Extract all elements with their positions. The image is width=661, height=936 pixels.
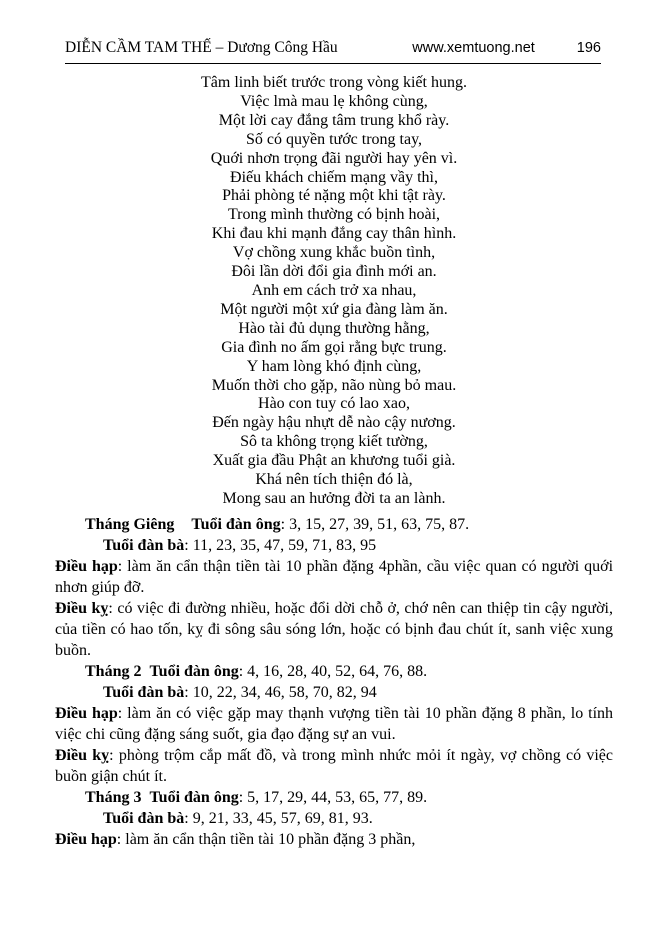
month-name: Tháng 3 [85, 788, 142, 806]
poem-line: Một người một xứ gia đàng làm ăn. [220, 300, 448, 318]
dieu-hap-text: làm ăn cẩn thận tiền tài 10 phần đặng 3 phần, [125, 830, 416, 848]
website-text: www.xemtuong.net [412, 40, 535, 56]
dieu-ky-text: phòng trộm cắp mất đồ, và trong mình nhức mỏi ít ngày, vợ chồng có việc buồn giận chút ít. [55, 746, 614, 785]
women-ages-label: Tuổi đàn bà [103, 536, 185, 554]
page-content [55, 74, 613, 850]
label-separator: : [184, 809, 189, 827]
dieu-hap-label: Điều hạp [55, 557, 118, 575]
poem-line: Sô ta không trọng kiết tường, [240, 433, 428, 451]
poem-line: Đến ngày hậu nhựt dễ nào cậy nương. [212, 414, 456, 432]
poem-line: Trong mình thường có bịnh hoài, [227, 206, 441, 224]
men-ages-label: Tuổi đàn ông [149, 662, 239, 680]
label-separator: : [109, 746, 114, 764]
label-separator: : [116, 830, 122, 848]
poem-line: Phải phòng té nặng một khi tật rày. [222, 187, 446, 205]
poem-line: Hào con tuy có lao xao, [258, 395, 410, 413]
men-ages-values: 3, 15, 27, 39, 51, 63, 75, 87. [289, 515, 470, 533]
label-separator: : [238, 662, 244, 680]
month-name: Tháng Giêng [85, 515, 175, 533]
women-ages-line [55, 808, 613, 829]
poem-line: Y ham lòng khó định cùng, [246, 357, 422, 375]
poem-line: Khi đau khi mạnh đắng cay thân hình. [211, 225, 457, 243]
poem-line: Việc lmà mau lẹ không cùng, [240, 92, 428, 110]
poem-line: Đôi lần dời đổi gia đình mới an. [231, 263, 437, 281]
poem-line: Xuất gia đầu Phật an khương tuổi già. [212, 452, 456, 470]
women-ages-values: 9, 21, 33, 45, 57, 69, 81, 93. [192, 809, 373, 827]
poem-line: Một lời cay đắng tâm trung khổ rày. [218, 111, 450, 129]
month-heading [55, 661, 613, 682]
women-ages-values: 11, 23, 35, 47, 59, 71, 83, 95 [192, 536, 377, 554]
dieu-ky-paragraph [55, 745, 613, 787]
dieu-hap-text: làm ăn cẩn thận tiền tài 10 phần đặng 4phần, cầu việc quan có người quới nhơn giúp đỡ. [55, 557, 614, 596]
poem-line: Gia đình no ấm gọi rằng bực trung. [221, 338, 447, 356]
men-ages-label: Tuổi đàn ông [191, 515, 281, 533]
label-separator: : [117, 704, 123, 722]
poem-line: Số có quyền tước trong tay, [245, 130, 423, 148]
women-ages-label: Tuổi đàn bà [103, 683, 185, 701]
dieu-ky-paragraph [55, 598, 613, 661]
label-separator: : [280, 515, 286, 533]
dieu-hap-paragraph [55, 556, 613, 598]
dieu-ky-label: Điều kỵ [55, 599, 109, 617]
page-header [65, 0, 601, 64]
document-title: DIỄN CẦM TAM THẾ – Dương Công Hầu [65, 39, 338, 56]
poem-line: Quới nhơn trọng đãi người hay yên vì. [210, 149, 458, 167]
label-separator: : [238, 788, 244, 806]
dieu-hap-paragraph [55, 829, 613, 850]
women-ages-line [55, 682, 613, 703]
poem-block [55, 74, 613, 509]
month-heading [55, 787, 613, 808]
men-ages-label: Tuổi đàn ông [149, 788, 239, 806]
label-separator: : [117, 557, 123, 575]
poem-line: Muốn thời cho gặp, não nùng bỏ mau. [211, 376, 457, 394]
women-ages-label: Tuổi đàn bà [103, 809, 185, 827]
dieu-hap-paragraph [55, 703, 613, 745]
women-ages-values: 10, 22, 34, 46, 58, 70, 82, 94 [192, 683, 377, 701]
dieu-ky-label: Điều kỵ [55, 746, 110, 764]
month-heading [55, 514, 613, 535]
dieu-hap-label: Điều hạp [55, 704, 118, 722]
dieu-hap-label: Điều hạp [55, 830, 117, 848]
label-separator: : [184, 683, 189, 701]
page-number: 196 [576, 40, 601, 56]
poem-line: Hào tài đủ dụng thường hằng, [238, 319, 430, 337]
men-ages-values: 4, 16, 28, 40, 52, 64, 76, 88. [247, 662, 428, 680]
men-ages-values: 5, 17, 29, 44, 53, 65, 77, 89. [247, 788, 428, 806]
label-separator: : [184, 536, 189, 554]
dieu-ky-text: có việc đi đường nhiều, hoặc đổi dời chỗ ở, chớ nên can thiệp tin cậy người, của tiền có hao tốn, kỵ đi sông sâu sóng lớn, hoặc có bịnh đau chút ít, sanh việc xung buồn. [55, 599, 613, 659]
month-name: Tháng 2 [85, 662, 142, 680]
label-separator: : [108, 599, 113, 617]
poem-line: Điếu khách chiếm mạng vầy thì, [230, 168, 438, 186]
poem-line: Khá nên tích thiện đó là, [255, 471, 413, 489]
poem-line: Anh em cách trở xa nhau, [251, 281, 417, 299]
poem-line: Mong sau an hưởng đời ta an lành. [222, 489, 446, 507]
months-block [55, 514, 613, 850]
women-ages-line [55, 535, 613, 556]
poem-line: Tâm linh biết trước trong vòng kiết hung. [201, 74, 467, 91]
poem-line: Vợ chồng xung khắc buồn tình, [232, 244, 436, 262]
dieu-hap-text: làm ăn có việc gặp may thạnh vượng tiền tài 10 phần đặng 8 phần, lo tính việc chi cũng đặng sáng suốt, gia đạo đặng sự an vui. [55, 704, 614, 743]
